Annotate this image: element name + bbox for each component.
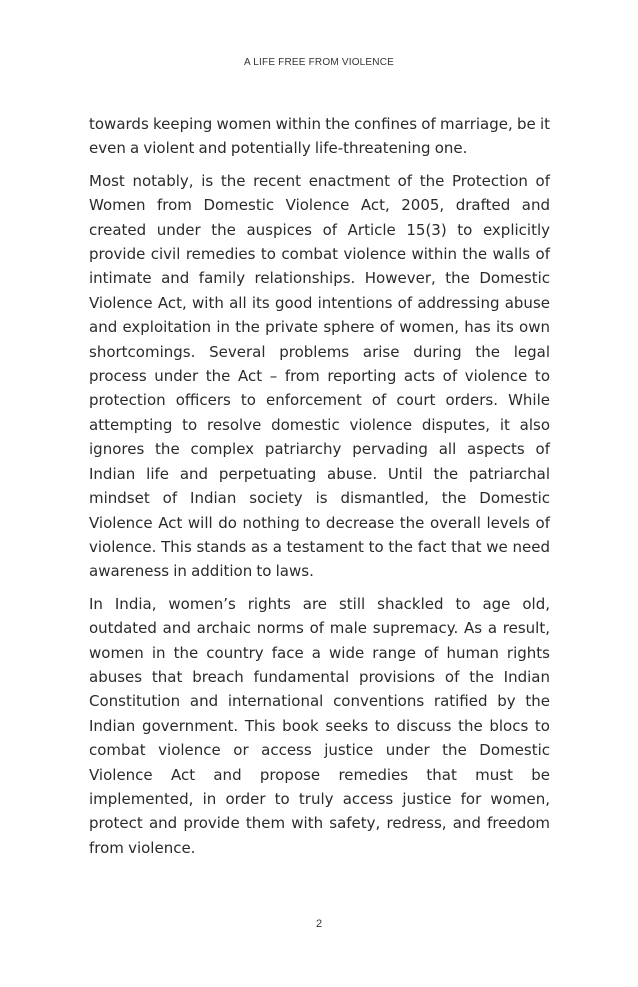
paragraph-2: Most notably, is the recent enactment of the Protection of Women from Domestic Violence Act, 2005, drafted and created under the auspices of Article 15(3) to explicitly provide civil remedies to combat violence within the walls of intimate and family relationships. However, the Domestic Violence Act, with all its good intentions of addressing abuse and exploitation in the private sphere of women, has its own shortcomings. Several problems arise during the legal process under the Act – from reporting acts of violence to protection officers to enforcement of court orders. While attempting to resolve domestic violence disputes, it also ignores the complex patriarchy pervading all aspects of Indian life and perpetuating abuse. Until the patriarchal mindset of Indian society is dismantled, the Domestic Violence Act will do nothing to decrease the overall levels of violence. This stands as a testament to the fact that we need awareness in addition to laws. bbox=[89, 171, 550, 581]
paragraph-1: towards keeping women within the confines of marriage, be it even a violent and potentially life-threatening one. bbox=[89, 115, 550, 158]
running-header: A LIFE FREE FROM VIOLENCE bbox=[243, 57, 395, 68]
page-number: 2 bbox=[315, 918, 323, 930]
paragraph-3: In India, women’s rights are still shackled to age old, outdated and archaic norms of male supremacy. As a result, women in the country face a wide range of human rights abuses that breach fundamental provisions of the Indian Constitution and international conventions ratified by the Indian government. This book seeks to discuss the blocs to combat violence or access justice under the Domestic Violence Act and propose remedies that must be implemented, in order to truly access justice for women, protect and provide them with safety, redress, and freedom from violence. bbox=[89, 594, 550, 857]
body-text bbox=[89, 112, 550, 860]
